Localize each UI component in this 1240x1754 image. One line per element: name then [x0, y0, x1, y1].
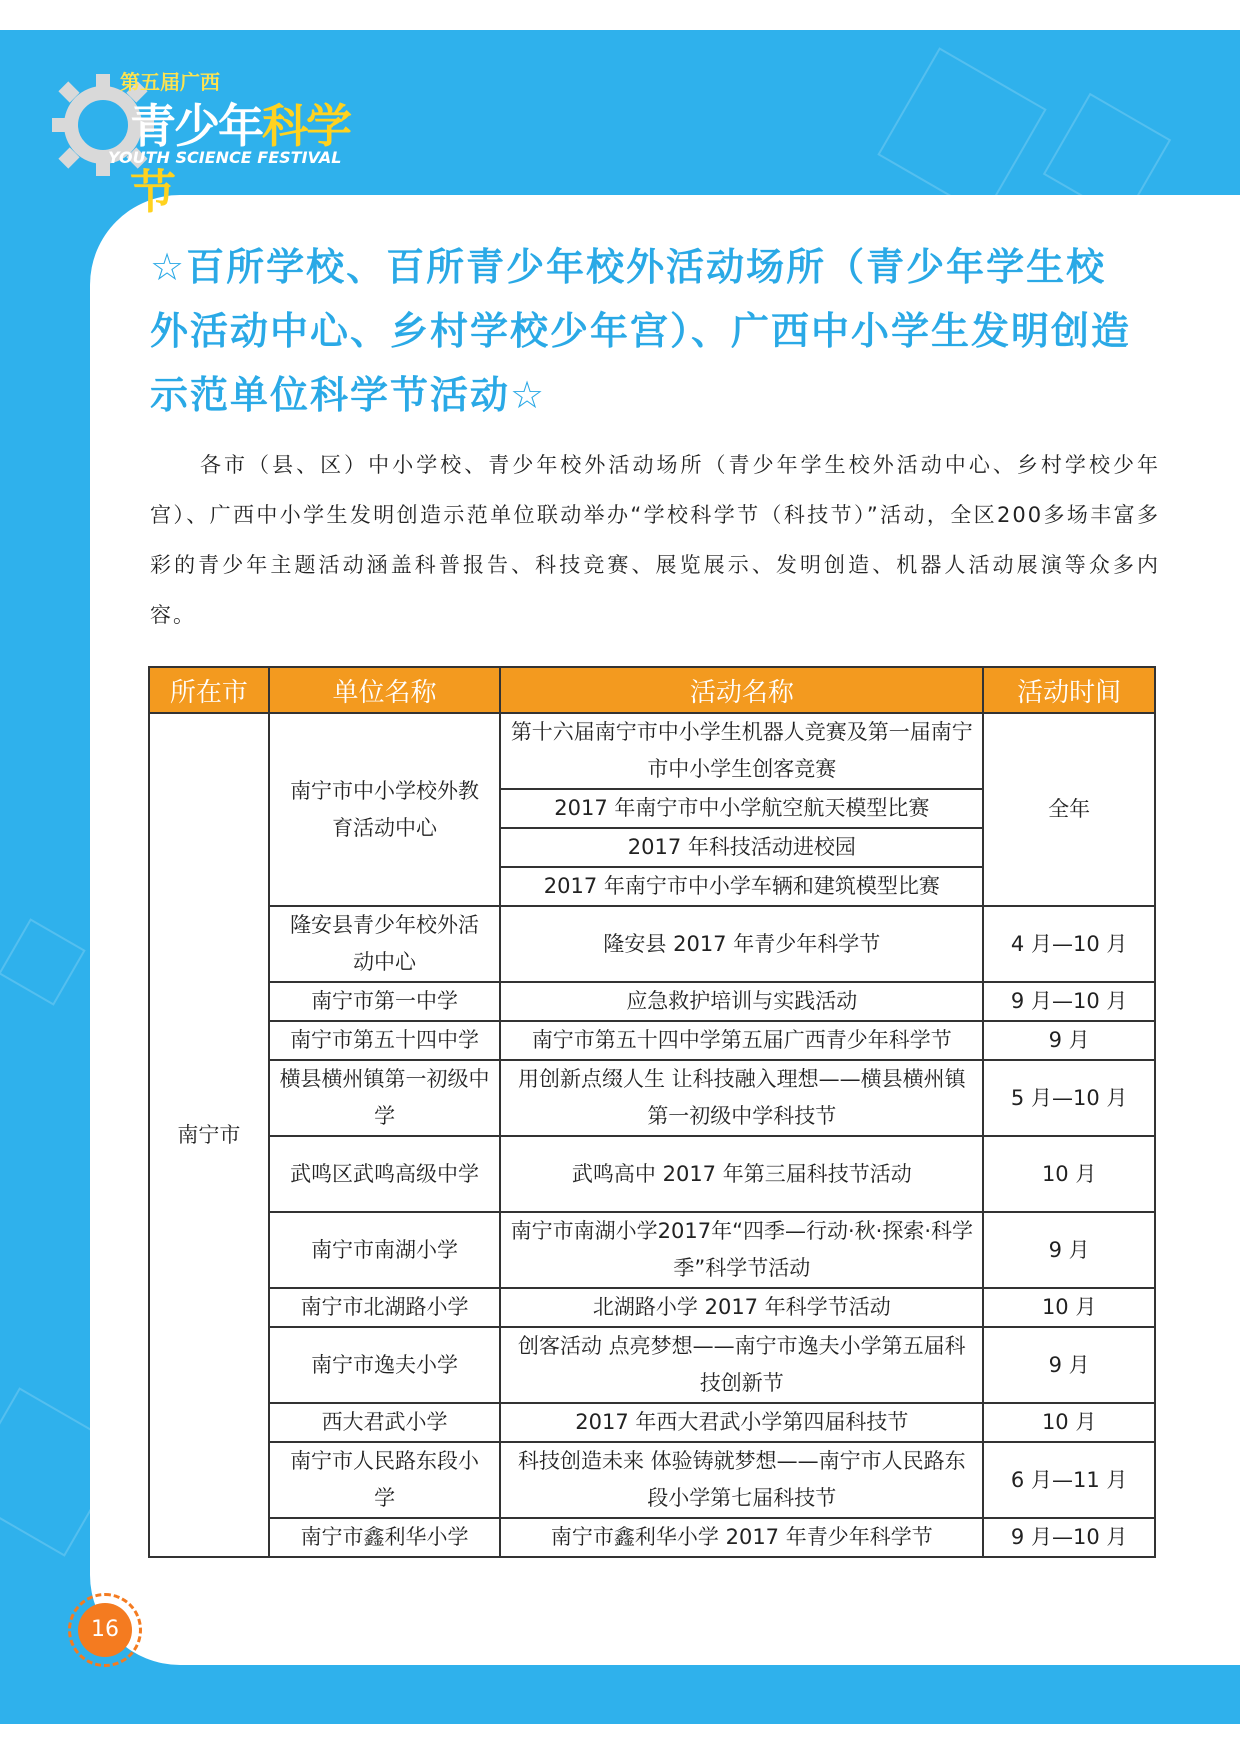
- time-cell: 9 月: [983, 1212, 1155, 1288]
- table-row: [149, 1403, 1155, 1442]
- table-row: [149, 1442, 1155, 1518]
- time-cell: 全年: [983, 713, 1155, 906]
- time-cell: 10 月: [983, 1403, 1155, 1442]
- activity-cell: 南宁市鑫利华小学 2017 年青少年科学节: [500, 1518, 983, 1557]
- activity-cell: 2017 年南宁市中小学航空航天模型比赛: [500, 789, 983, 828]
- table-row: [149, 1212, 1155, 1288]
- hexagon-decoration: [877, 47, 1046, 216]
- activity-cell: 北湖路小学 2017 年科学节活动: [500, 1288, 983, 1327]
- activity-table: [148, 666, 1156, 1558]
- activity-cell: 第十六届南宁市中小学生机器人竞赛及第一届南宁市中小学生创客竞赛: [500, 713, 983, 789]
- unit-cell: 南宁市鑫利华小学: [269, 1518, 501, 1557]
- unit-cell: 南宁市逸夫小学: [269, 1327, 501, 1403]
- activity-cell: 应急救护培训与实践活动: [500, 982, 983, 1021]
- header-city: 所在市: [149, 667, 269, 713]
- table-row: [149, 1136, 1155, 1212]
- time-cell: 9 月: [983, 1021, 1155, 1060]
- activity-cell: 2017 年南宁市中小学车辆和建筑模型比赛: [500, 867, 983, 906]
- activity-cell: 科技创造未来 体验铸就梦想——南宁市人民路东段小学第七届科技节: [500, 1442, 983, 1518]
- festival-logo: [48, 60, 368, 219]
- table-row: [149, 1021, 1155, 1060]
- time-cell: 5 月—10 月: [983, 1060, 1155, 1136]
- time-cell: 10 月: [983, 1288, 1155, 1327]
- activity-cell: 武鸣高中 2017 年第三届科技节活动: [500, 1136, 983, 1212]
- table-row: [149, 982, 1155, 1021]
- table-row: [149, 1288, 1155, 1327]
- logo-subtitle: YOUTH SCIENCE FESTIVAL: [108, 148, 342, 167]
- table-row: [149, 1518, 1155, 1557]
- section-title: ☆百所学校、百所青少年校外活动场所（青少年学生校外活动中心、乡村学校少年宫）、广西中小学生发明创造示范单位科学节活动☆: [150, 245, 1132, 417]
- unit-cell: 西大君武小学: [269, 1403, 501, 1442]
- header-unit: 单位名称: [269, 667, 501, 713]
- table-row: [149, 1327, 1155, 1403]
- activity-cell: 2017 年科技活动进校园: [500, 828, 983, 867]
- time-cell: 6 月—11 月: [983, 1442, 1155, 1518]
- unit-cell: 南宁市第一中学: [269, 982, 501, 1021]
- activity-cell: 南宁市第五十四中学第五届广西青少年科学节: [500, 1021, 983, 1060]
- table-header-row: [149, 667, 1155, 713]
- time-cell: 9 月—10 月: [983, 1518, 1155, 1557]
- unit-cell: 南宁市中小学校外教育活动中心: [269, 713, 501, 906]
- activity-cell: 隆安县 2017 年青少年科学节: [500, 906, 983, 982]
- logo-edition: 第五届广西: [120, 70, 220, 94]
- unit-cell: 南宁市北湖路小学: [269, 1288, 501, 1327]
- time-cell: 9 月—10 月: [983, 982, 1155, 1021]
- unit-cell: 横县横州镇第一初级中学: [269, 1060, 501, 1136]
- hexagon-decoration: [0, 918, 86, 1005]
- header-time: 活动时间: [983, 667, 1155, 713]
- unit-cell: 隆安县青少年校外活动中心: [269, 906, 501, 982]
- table-row: [149, 906, 1155, 982]
- time-cell: 4 月—10 月: [983, 906, 1155, 982]
- logo-title-part-a: 青少年: [130, 99, 262, 153]
- unit-cell: 武鸣区武鸣高级中学: [269, 1136, 501, 1212]
- intro-paragraph: [150, 440, 1160, 640]
- activity-cell: 创客活动 点亮梦想——南宁市逸夫小学第五届科技创新节: [500, 1327, 983, 1403]
- activity-cell: 南宁市南湖小学2017年“四季—行动·秋·探索·科学季”科学节活动: [500, 1212, 983, 1288]
- time-cell: 10 月: [983, 1136, 1155, 1212]
- unit-cell: 南宁市南湖小学: [269, 1212, 501, 1288]
- unit-cell: 南宁市人民路东段小学: [269, 1442, 501, 1518]
- header-activity: 活动名称: [500, 667, 983, 713]
- intro-text: 各市（县、区）中小学校、青少年校外活动场所（青少年学生校外活动中心、乡村学校少年宫）、广西中小学生发明创造示范单位联动举办“学校科学节（科技节）”活动，全区200多场丰富多彩的青少年主题活动涵盖科普报告、科技竞赛、展览展示、发明创造、机器人活动展演等众多内容。: [150, 453, 1160, 627]
- activity-cell: 用创新点缀人生 让科技融入理想——横县横州镇第一初级中学科技节: [500, 1060, 983, 1136]
- logo-title-part-b: 科学节: [130, 99, 350, 219]
- activity-cell: 2017 年西大君武小学第四届科技节: [500, 1403, 983, 1442]
- table-row: [149, 713, 1155, 789]
- table-row: [149, 1060, 1155, 1136]
- page-number: 16: [78, 1603, 132, 1657]
- unit-cell: 南宁市第五十四中学: [269, 1021, 501, 1060]
- time-cell: 9 月: [983, 1327, 1155, 1403]
- city-cell: 南宁市: [149, 713, 269, 1557]
